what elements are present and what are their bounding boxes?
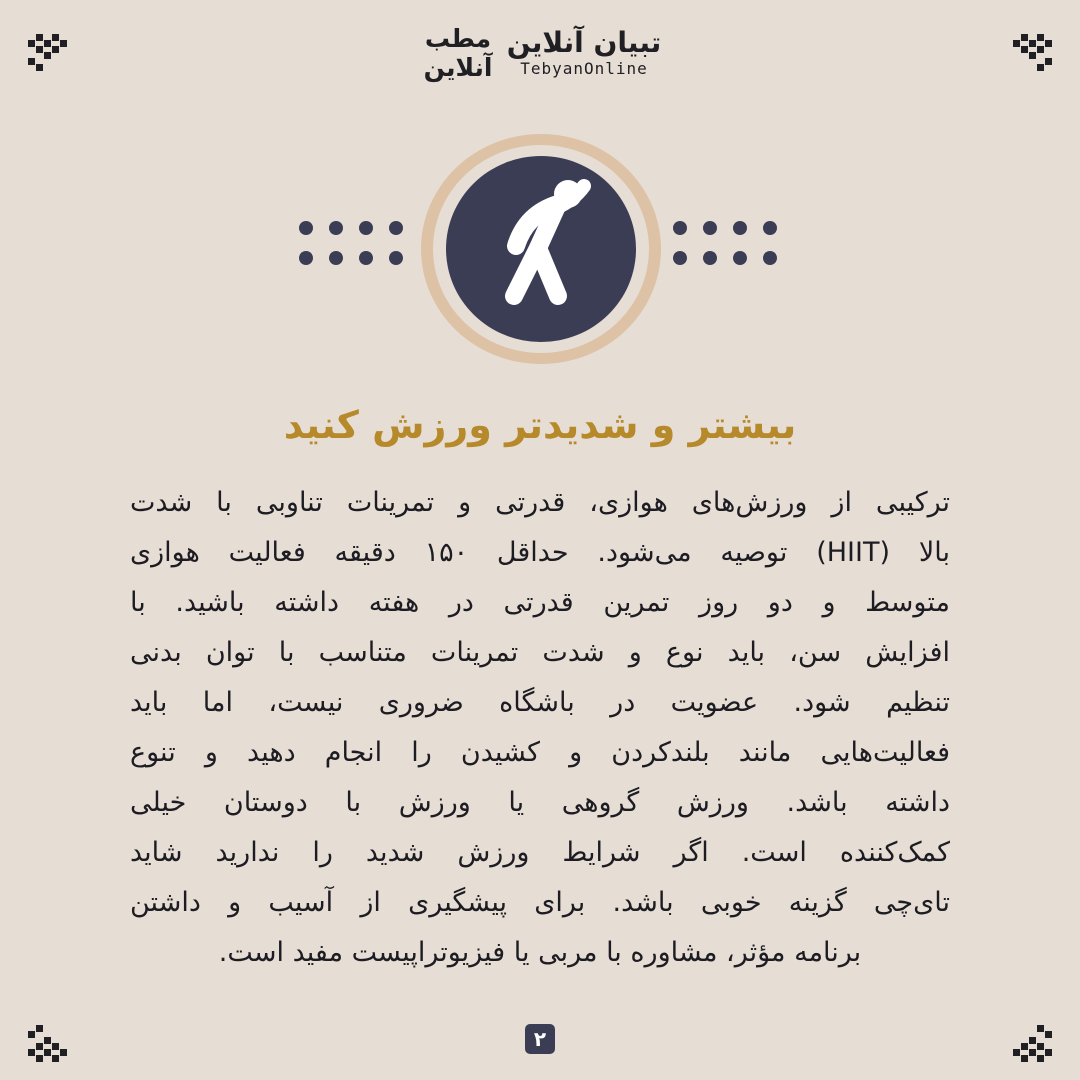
body-line: کمک‌کننده است. اگر شرایط ورزش شدید را ندارید شاید [130, 837, 950, 868]
decorative-dots-left [294, 214, 414, 274]
body-line: بالا (HIIT) توصیه می‌شود. حداقل ۱۵۰ دقیقه فعالیت هوازی [130, 537, 950, 568]
decorative-dots-right [668, 214, 788, 274]
body-line: فعالیت‌هایی مانند بلندکردن و کشیدن را انجام دهید و تنوع [130, 737, 950, 768]
body-line: ترکیبی از ورزش‌های هوازی، قدرتی و تمرینات تناوبی با شدت [130, 487, 950, 518]
body-line: افزایش سن، باید نوع و شدت تمرینات متناسب با توان بدنی [130, 637, 950, 668]
body-line: تنظیم شود. عضویت در باشگاه ضروری نیست، اما باید [130, 687, 950, 718]
body-paragraph [130, 478, 950, 978]
page-number-badge: ۲ [525, 1024, 555, 1054]
brand-logos [0, 16, 1080, 96]
page-title: بیشتر و شدیدتر ورزش کنید [283, 403, 797, 447]
tebyan-logo-en: TebyanOnline [520, 59, 648, 78]
tebyan-logo-fa: تبیان آنلاین [506, 26, 662, 59]
corner-ornament-bottom-right [1012, 1022, 1052, 1062]
body-line: متوسط و دو روز تمرین قدرتی در هفته داشته باشید. با [130, 587, 950, 618]
hero-illustration [0, 134, 1080, 364]
icon-disc [446, 156, 636, 342]
corner-ornament-bottom-left [28, 1022, 68, 1062]
body-line: تای‌چی گزینه خوبی باشد. برای پیشگیری از آسیب و داشتن [130, 887, 950, 918]
body-line: برنامه مؤثر، مشاوره با مربی یا فیزیوتراپیست مفید است. [218, 937, 862, 968]
matab-online-logo [420, 24, 496, 82]
stretching-person-icon [446, 156, 636, 342]
tebyan-online-logo [504, 26, 664, 78]
body-line: داشته باشد. ورزش گروهی یا ورزش با دوستان خیلی [130, 787, 950, 818]
matab-logo-line1: مطب [424, 24, 492, 53]
matab-logo-line2: آنلاین [423, 53, 493, 82]
